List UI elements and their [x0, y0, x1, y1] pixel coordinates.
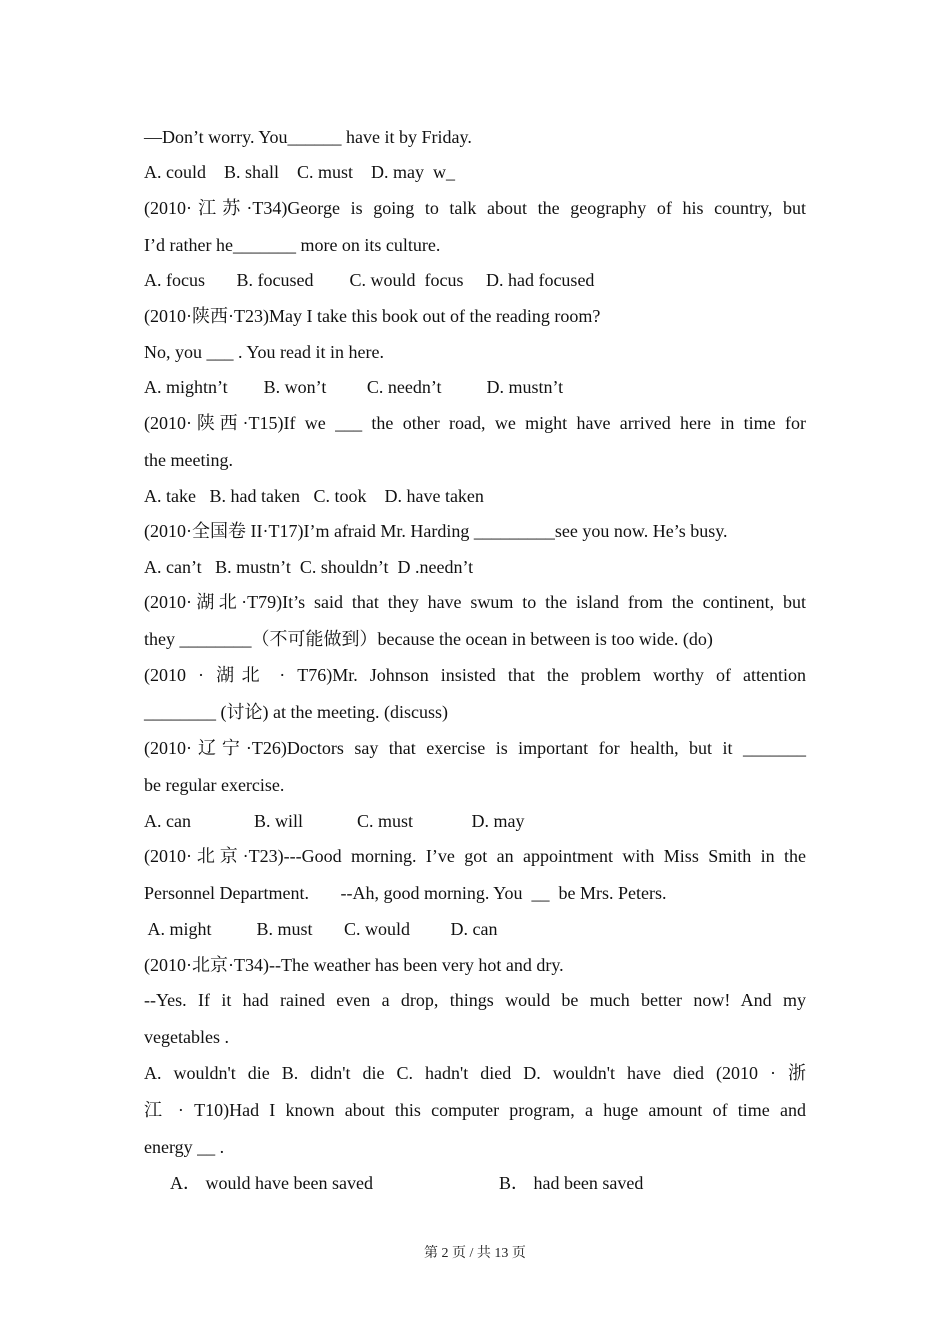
- question-line: (2010·江苏·T34)George is going to talk about the geography of his country, but: [144, 198, 806, 218]
- page-number-footer: 第 2 页 / 共 13 页: [424, 1246, 526, 1261]
- answer-options: A. wouldn't die B. didn't die C. hadn't died D. wouldn't have died (2010 · 浙: [144, 1063, 806, 1083]
- question-line: (2010 · 湖北 · T76)Mr. Johnson insisted that the problem worthy of attention: [144, 665, 806, 685]
- question-line: 江 · T10)Had I known about this computer program, a huge amount of time and: [144, 1100, 806, 1120]
- question-line: the meeting.: [144, 450, 233, 470]
- question-line: (2010·全国卷 II·T17)I’m afraid Mr. Harding _________see you now. He’s busy.: [144, 521, 728, 541]
- question-line: (2010·辽宁·T26)Doctors say that exercise is important for health, but it _______: [144, 738, 806, 758]
- question-line: vegetables .: [144, 1027, 229, 1047]
- question-line: —Don’t worry. You______ have it by Friday.: [144, 127, 472, 147]
- question-line: energy __ .: [144, 1137, 225, 1157]
- question-line: ________ (讨论) at the meeting. (discuss): [144, 702, 448, 722]
- answer-options: A. could B. shall C. must D. may w_: [144, 162, 455, 182]
- question-line: (2010·陕西·T23)May I take this book out of the reading room?: [144, 306, 601, 326]
- answer-options: A. might B. must C. would D. can: [144, 919, 498, 939]
- question-line: (2010·北京·T34)--The weather has been very hot and dry.: [144, 955, 564, 975]
- question-line: (2010·湖北·T79)It’s said that they have swum to the island from the continent, but: [144, 592, 806, 612]
- answer-options: A. take B. had taken C. took D. have taken: [144, 486, 484, 506]
- question-line: I’d rather he_______ more on its culture.: [144, 235, 441, 255]
- question-line: (2010·陕西·T15)If we ___ the other road, we might have arrived here in time for: [144, 413, 806, 433]
- answer-options: A． would have been saved B． had been saved: [144, 1173, 644, 1193]
- question-line: --Yes. If it had rained even a drop, things would be much better now! And my: [144, 990, 806, 1010]
- question-line: Personnel Department. --Ah, good morning. You __ be Mrs. Peters.: [144, 883, 667, 903]
- answer-options: A. can’t B. mustn’t C. shouldn’t D .needn’t: [144, 557, 474, 577]
- answer-options: A. mightn’t B. won’t C. needn’t D. mustn’t: [144, 377, 564, 397]
- answer-options: A. focus B. focused C. would focus D. had focused: [144, 270, 595, 290]
- question-line: be regular exercise.: [144, 775, 285, 795]
- question-line: they ________（不可能做到）because the ocean in between is too wide. (do): [144, 629, 713, 649]
- question-line: No, you ___ . You read it in here.: [144, 342, 384, 362]
- question-line: (2010·北京·T23)---Good morning. I’ve got an appointment with Miss Smith in the: [144, 846, 806, 866]
- answer-options: A. can B. will C. must D. may: [144, 811, 525, 831]
